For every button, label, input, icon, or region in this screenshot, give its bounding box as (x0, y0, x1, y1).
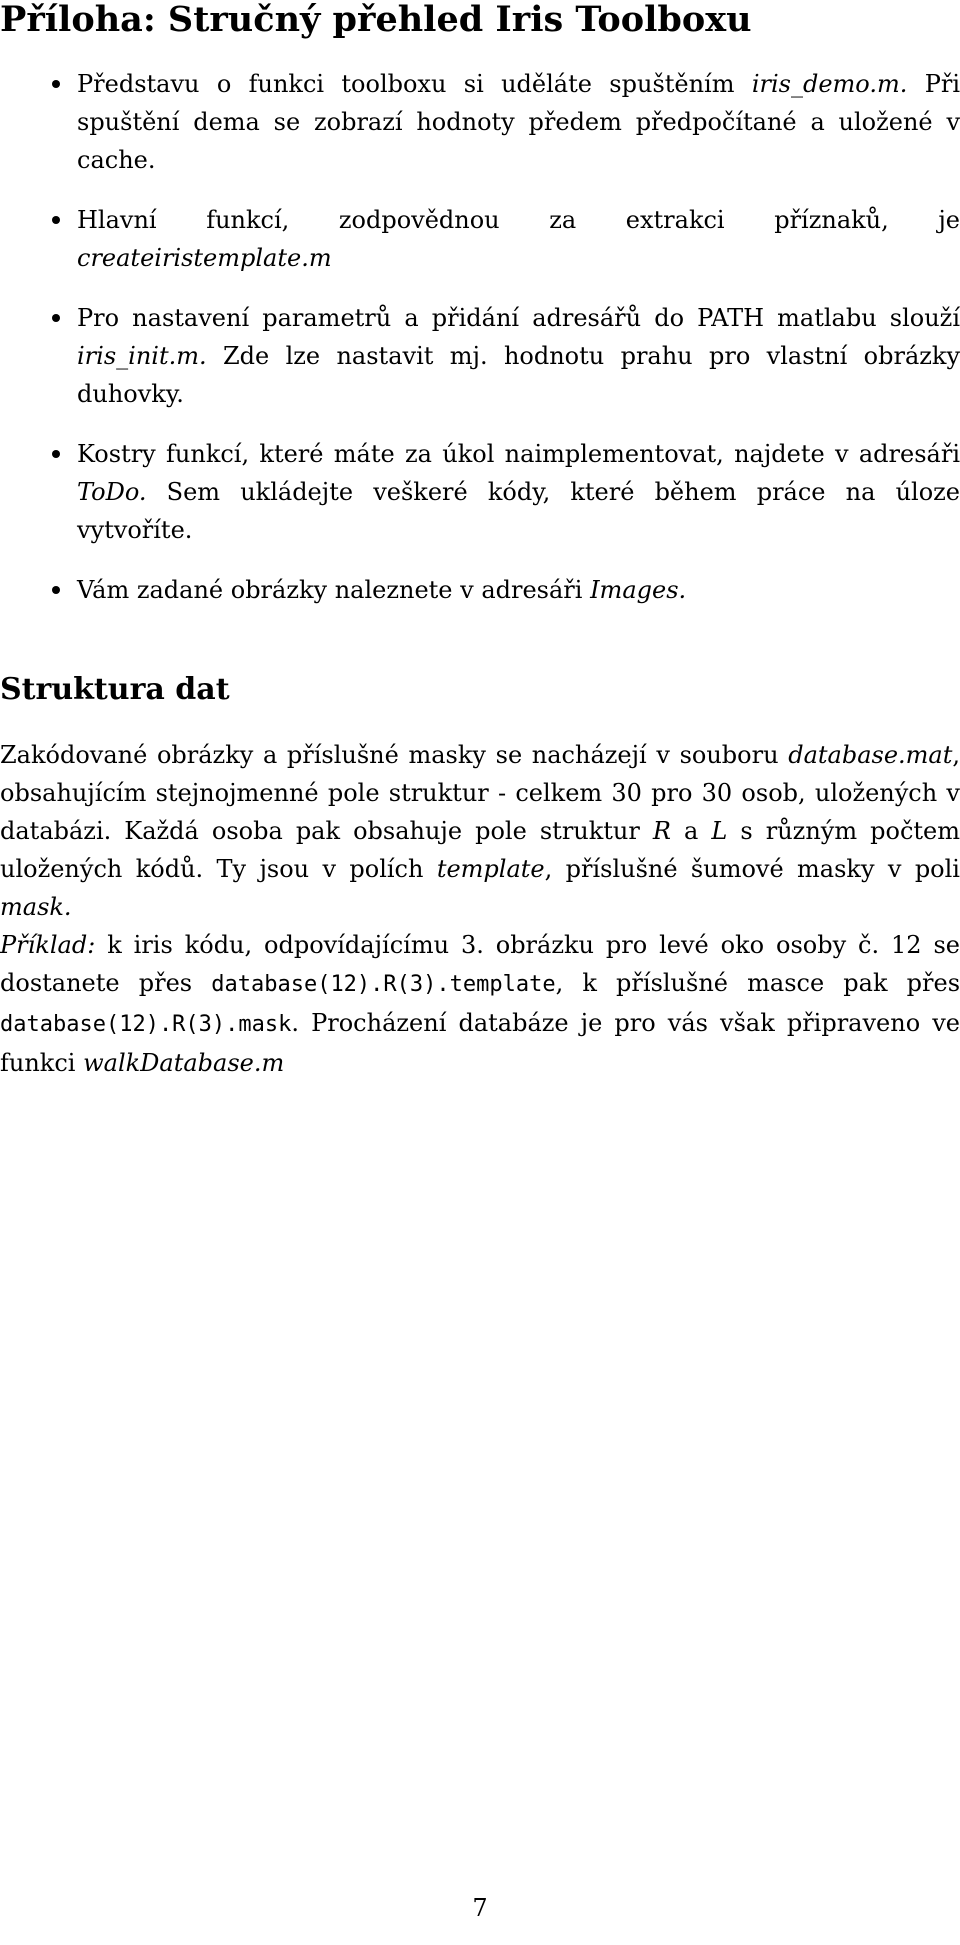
bullet-text: Vám zadané obrázky naleznete v adresáři (77, 576, 591, 604)
bullet-text: Představu o funkci toolboxu si uděláte spuštěním (77, 70, 752, 98)
bullet-text: Kostry funkcí, které máte za úkol naimplementovat, najdete v adresáři (77, 440, 960, 468)
paragraph-example (0, 926, 960, 1082)
para-text: , příslušné šumové masky v poli (544, 855, 960, 883)
para-text: a (671, 817, 712, 845)
field-r: R (652, 817, 671, 845)
bullet-todo (0, 435, 960, 549)
overview-bullet-list (0, 65, 960, 609)
code-mask-path: database(12).R(3).mask (0, 1012, 292, 1037)
para-text: , k příslušné masce pak přes (555, 969, 960, 997)
para-text: Zakódované obrázky a příslušné masky se nacházejí v souboru (0, 741, 789, 769)
field-template: template (436, 855, 545, 883)
bullet-text: Zde lze nastavit mj. hodnotu prahu pro vlastní obrázky duhovky. (77, 342, 960, 408)
example-label: Příklad: (0, 931, 96, 959)
filename-walkdatabase: walkDatabase.m (83, 1049, 285, 1077)
page-title: Příloha: Stručný přehled Iris Toolboxu (0, 0, 752, 40)
dirname-images: Images. (590, 576, 687, 604)
bullet-main-function (0, 201, 960, 277)
para-text: k iris kódu, odpovídajícímu 3. obrázku pro levé oko osoby č. 12 se dostanete přes (0, 931, 960, 997)
bullet-demo (0, 65, 960, 179)
page-number: 7 (472, 1894, 488, 1922)
bullet-images (0, 571, 960, 609)
filename-createiristemplate: createiristemplate.m (77, 244, 332, 272)
bullet-init (0, 299, 960, 413)
para-text: , obsahujícím stejnojmenné pole struktur - celkem 30 pro 30 osob, uložených v databázi. Každá osoba pak obsahuje pole struktur (0, 741, 960, 845)
bullet-text: Hlavní funkcí, zodpovědnou za extrakci příznaků, je (77, 206, 960, 234)
field-l: L (711, 817, 728, 845)
code-template-path: database(12).R(3).template (211, 972, 556, 997)
section-title-data-structure: Struktura dat (0, 672, 230, 707)
filename-database-mat: database.mat (788, 741, 953, 769)
dirname-todo: ToDo. (77, 478, 147, 506)
filename-iris-init: iris_init.m. (77, 342, 207, 370)
bullet-text: Sem ukládejte veškeré kódy, které během práce na úloze vytvoříte. (77, 478, 960, 544)
para-text: . Procházení databáze je pro vás však připraveno ve funkci (0, 1009, 960, 1077)
paragraph-data-structure (0, 736, 960, 926)
bullet-text: Pro nastavení parametrů a přidání adresářů do PATH matlabu slouží (77, 304, 960, 332)
filename-iris-demo: iris_demo.m. (751, 70, 908, 98)
para-text: s různým počtem uložených kódů. Ty jsou v polích (0, 817, 960, 883)
field-mask: mask. (0, 893, 72, 921)
bullet-text: Při spuštění dema se zobrazí hodnoty předem předpočítané a uložené v cache. (77, 70, 960, 174)
